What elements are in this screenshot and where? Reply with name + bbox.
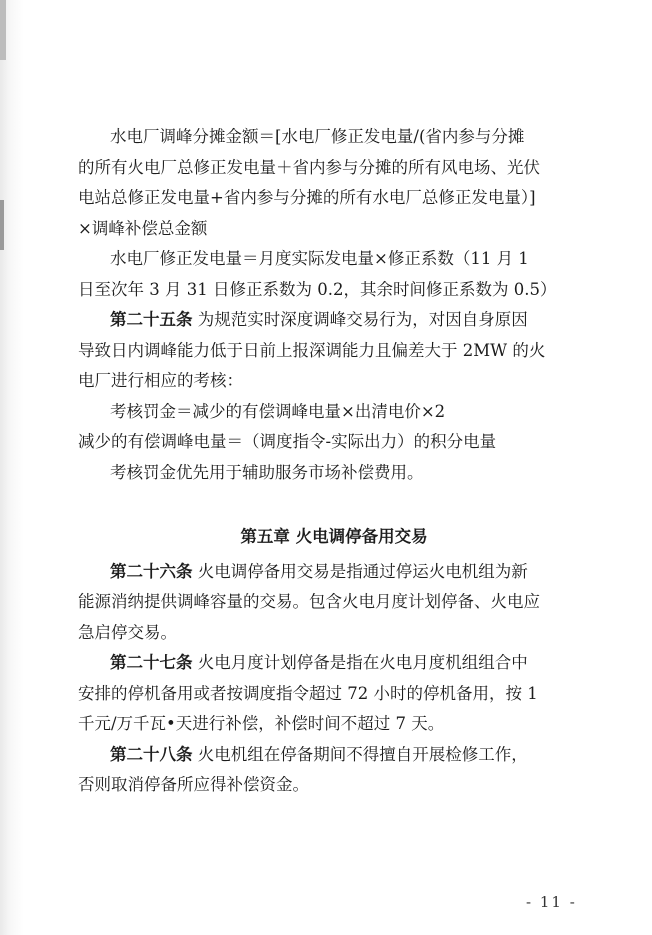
article-26 xyxy=(78,557,590,649)
page-number: - 11 - xyxy=(526,893,577,911)
article-27 xyxy=(78,648,590,740)
formula-line: 考核罚金＝减少的有偿调峰电量×出清电价×2 xyxy=(110,401,446,421)
text-line: 日至次年 3 月 31 日修正系数为 0.2，其余时间修正系数为 0.5） xyxy=(78,279,557,299)
text-line: ×调峰补偿总金额 xyxy=(78,218,208,238)
text-line: 导致日内调峰能力低于日前上报深调能力且偏差大于 2MW 的火 xyxy=(78,340,546,360)
chapter-title: 第五章 火电调停备用交易 xyxy=(240,527,428,546)
text-line: 否则取消停备所应得补偿资金。 xyxy=(78,775,309,794)
formula-line: 减少的有偿调峰电量＝（调度指令-实际出力）的积分电量 xyxy=(78,432,497,451)
hydro-allocation-paragraph xyxy=(78,122,590,305)
text-line xyxy=(110,305,590,336)
text-line: 电站总修正发电量+省内参与分摊的所有水电厂总修正发电量）] xyxy=(78,188,536,207)
text-line xyxy=(110,740,590,771)
article-heading: 第二十六条 xyxy=(110,561,193,581)
text-line xyxy=(110,557,590,588)
text-line: 的所有火电厂总修正发电量＋省内参与分摊的所有风电场、光伏 xyxy=(78,157,540,177)
article-heading: 第二十七条 xyxy=(110,653,193,672)
text-line: 水电厂修正发电量＝月度实际发电量×修正系数（11 月 1 xyxy=(110,249,529,268)
text-line xyxy=(110,648,590,679)
article-heading: 第二十五条 xyxy=(110,310,193,329)
scan-edge-shadow xyxy=(0,0,6,60)
article-text: 为规范实时深度调峰交易行为，对因自身原因 xyxy=(192,310,528,329)
article-text: 火电月度计划停备是指在火电月度机组组合中 xyxy=(192,653,528,672)
article-28 xyxy=(78,740,590,801)
article-25 xyxy=(78,305,590,488)
article-text: 火电机组在停备期间不得擅自开展检修工作， xyxy=(192,744,528,764)
text-line: 电厂进行相应的考核： xyxy=(78,371,243,390)
text-line: 考核罚金优先用于辅助服务市场补偿费用。 xyxy=(110,462,424,482)
text-line: 急启停交易。 xyxy=(78,622,177,642)
scan-edge-mark xyxy=(0,200,4,250)
article-text: 火电调停备用交易是指通过停运火电机组为新 xyxy=(192,561,528,581)
text-line: 千元/万千瓦•天进行补偿，补偿时间不超过 7 天。 xyxy=(78,714,445,733)
text-line: 安排的停机备用或者按调度指令超过 72 小时的停机备用，按 1 xyxy=(78,683,538,703)
text-line: 水电厂调峰分摊金额＝[水电厂修正发电量/(省内参与分摊 xyxy=(110,127,525,146)
article-heading: 第二十八条 xyxy=(110,744,193,764)
document-body xyxy=(78,122,590,801)
text-line: 能源消纳提供调峰容量的交易。包含火电月度计划停备、火电应 xyxy=(78,592,540,611)
